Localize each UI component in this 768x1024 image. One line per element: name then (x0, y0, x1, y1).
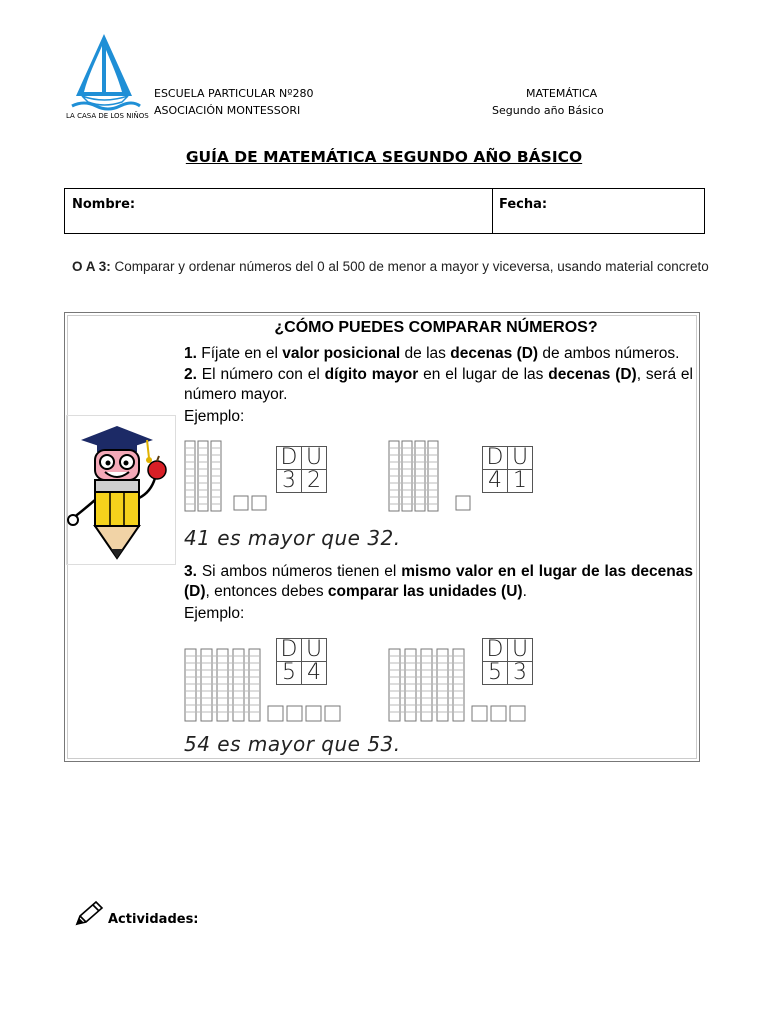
page-title (0, 148, 768, 166)
activities-heading (74, 898, 199, 927)
lesson-title: ¿CÓMO PUEDES COMPARAR NÚMEROS? (274, 319, 598, 336)
place-value-table-32 (276, 446, 327, 493)
step-2-bold-a: dígito mayor (324, 366, 419, 383)
name-field[interactable] (65, 189, 493, 233)
step-1-number: 1. (184, 345, 197, 362)
pencil-mascot-frame (66, 415, 176, 565)
u-header: U (302, 639, 327, 662)
base-ten-blocks-32 (184, 440, 274, 512)
step-3-text-c: . (522, 583, 527, 600)
objective-text: Comparar y ordenar números del 0 al 500 de menor a mayor y viceversa, usando material concreto (110, 259, 709, 274)
example-1-conclusion: 41 es mayor que 32. (184, 526, 401, 550)
step-2 (184, 365, 693, 405)
activities-label: Actividades: (108, 912, 199, 927)
step-3-text-a: Si ambos números tienen el (196, 563, 402, 580)
d-header: D (483, 639, 508, 662)
tens-digit: 5 (277, 662, 302, 685)
pencil-teacher-mascot-icon (67, 416, 175, 564)
objective-code: O A 3: (72, 259, 111, 274)
units-digit: 3 (508, 662, 533, 685)
units-digit: 4 (302, 662, 327, 685)
tens-digit: 3 (277, 470, 302, 493)
step-2-text-a: El número con el (196, 366, 325, 383)
name-label: Nombre: (72, 197, 136, 212)
logo-caption: LA CASA DE LOS NIÑOS (66, 112, 149, 120)
step-3-bold-b: comparar las unidades (U) (327, 583, 523, 600)
step-2-number: 2. (184, 366, 197, 383)
example-label-2: Ejemplo: (184, 605, 245, 622)
step-1-bold-b: decenas (D) (450, 345, 539, 362)
school-association: ASOCIACIÓN MONTESSORI (154, 104, 301, 117)
step-2-bold-b: decenas (D) (548, 366, 637, 383)
example-label-1: Ejemplo: (184, 408, 245, 425)
step-2-text-b: en el lugar de las (418, 366, 549, 383)
step-1-text-b: de las (400, 345, 451, 362)
learning-objective (72, 258, 712, 275)
step-1-text-a: Fíjate en el (196, 345, 283, 362)
d-header: D (277, 447, 302, 470)
school-name: ESCUELA PARTICULAR Nº280 (154, 87, 314, 100)
subject-label: MATEMÁTICA (526, 87, 598, 100)
step-3-number: 3. (184, 563, 197, 580)
step-3-bold-a: mismo valor en el lugar de las decenas (D) (184, 563, 694, 600)
u-header: U (302, 447, 327, 470)
grade-label: Segundo año Básico (492, 104, 604, 117)
step-1-text-c: de ambos números. (538, 345, 680, 362)
date-field[interactable] (493, 189, 704, 233)
place-value-table-41 (482, 446, 533, 493)
step-2-text-c: , será el número mayor. (184, 366, 693, 403)
base-ten-blocks-54 (184, 648, 348, 722)
step-3-text-b: , entonces debes (205, 583, 328, 600)
base-ten-blocks-41 (388, 440, 478, 512)
d-header: D (277, 639, 302, 662)
units-digit: 2 (302, 470, 327, 493)
step-1-bold-a: valor posicional (282, 345, 401, 362)
pencil-icon (74, 900, 104, 926)
u-header: U (508, 639, 533, 662)
date-label: Fecha: (499, 197, 548, 212)
tens-digit: 5 (483, 662, 508, 685)
name-date-box (64, 188, 705, 234)
units-digit: 1 (508, 470, 533, 493)
example-2-conclusion: 54 es mayor que 53. (184, 732, 401, 756)
base-ten-blocks-53 (388, 648, 532, 722)
step-3 (184, 562, 693, 602)
d-header: D (483, 447, 508, 470)
u-header: U (508, 447, 533, 470)
tens-digit: 4 (483, 470, 508, 493)
page-title-text: GUÍA DE MATEMÁTICA SEGUNDO AÑO BÁSICO (185, 148, 583, 166)
step-1 (184, 344, 693, 364)
